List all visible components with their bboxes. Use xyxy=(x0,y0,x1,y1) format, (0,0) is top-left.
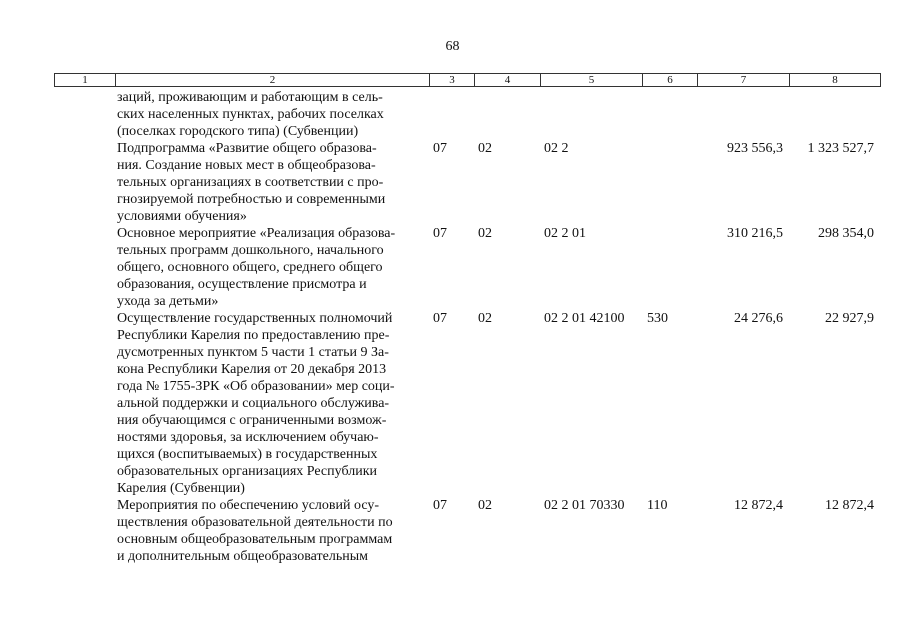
row-name-line: года № 1755-ЗРК «Об образовании» мер соци- xyxy=(117,379,395,394)
row-section: 07 xyxy=(433,311,447,326)
row-name-line: ских населенных пунктах, рабочих поселках xyxy=(117,107,384,122)
table-row xyxy=(0,89,905,140)
row-expense-type: 110 xyxy=(647,498,668,513)
table-row xyxy=(0,225,905,310)
column-header-row xyxy=(55,74,881,87)
row-name-line: кона Республики Карелия от 20 декабря 2013 xyxy=(117,362,387,377)
row-amount-1: 923 556,3 xyxy=(727,141,783,156)
row-name-line: ществления образовательной деятельности по xyxy=(117,515,393,530)
row-target-code: 02 2 01 70330 xyxy=(544,498,625,513)
row-name-line: альной поддержки и социального обслужива- xyxy=(117,396,390,411)
row-name xyxy=(117,310,429,497)
row-name xyxy=(117,89,429,140)
row-name-line: гнозируемой потребностью и современными xyxy=(117,192,386,207)
row-subsection: 02 xyxy=(478,226,492,241)
row-name-line: ния обучающимся с ограниченными возмож- xyxy=(117,413,387,428)
row-name-line: ухода за детьми» xyxy=(117,294,219,309)
column-header: 8 xyxy=(790,74,881,87)
row-name xyxy=(117,497,429,565)
row-section: 07 xyxy=(433,141,447,156)
row-name-line: тельных организациях в соответствии с про- xyxy=(117,175,384,190)
row-name-line: заций, проживающим и работающим в сель- xyxy=(117,90,383,105)
row-name xyxy=(117,140,429,225)
row-name-line: Подпрограмма «Развитие общего образова- xyxy=(117,141,377,156)
row-subsection: 02 xyxy=(478,141,492,156)
table-body xyxy=(0,89,905,565)
row-name-line: щихся (воспитываемых) в государственных xyxy=(117,447,378,462)
row-name-line: Карелия (Субвенции) xyxy=(117,481,245,496)
table-row xyxy=(0,140,905,225)
column-header: 2 xyxy=(116,74,430,87)
row-amount-2: 298 354,0 xyxy=(818,226,874,241)
row-subsection: 02 xyxy=(478,498,492,513)
row-name-line: основным общеобразовательным программам xyxy=(117,532,393,547)
row-name xyxy=(117,225,429,310)
row-name-line: Осуществление государственных полномочий xyxy=(117,311,393,326)
row-expense-type: 530 xyxy=(647,311,668,326)
row-target-code: 02 2 01 xyxy=(544,226,586,241)
row-name-line: общего, основного общего, среднего общего xyxy=(117,260,383,275)
row-name-line: Республики Карелия по предоставлению пре- xyxy=(117,328,390,343)
column-header: 6 xyxy=(643,74,698,87)
row-name-line: Мероприятия по обеспечению условий осу- xyxy=(117,498,380,513)
table-row xyxy=(0,497,905,565)
row-name-line: Основное мероприятие «Реализация образова- xyxy=(117,226,396,241)
column-header: 5 xyxy=(541,74,643,87)
row-name-line: дусмотренных пунктом 5 части 1 статьи 9 За- xyxy=(117,345,389,360)
column-header: 7 xyxy=(698,74,790,87)
page-number: 68 xyxy=(445,39,460,54)
row-target-code: 02 2 xyxy=(544,141,569,156)
table-row xyxy=(0,310,905,497)
row-name-line: тельных программ дошкольного, начального xyxy=(117,243,384,258)
column-header: 3 xyxy=(430,74,475,87)
row-target-code: 02 2 01 42100 xyxy=(544,311,625,326)
row-amount-2: 22 927,9 xyxy=(825,311,874,326)
row-section: 07 xyxy=(433,498,447,513)
row-name-line: ния. Создание новых мест в общеобразова- xyxy=(117,158,376,173)
row-name-line: образования, осуществление присмотра и xyxy=(117,277,367,292)
row-amount-1: 12 872,4 xyxy=(734,498,783,513)
row-amount-1: 24 276,6 xyxy=(734,311,783,326)
row-name-line: ностями здоровья, за исключением обучаю- xyxy=(117,430,379,445)
column-header-table xyxy=(54,73,881,87)
row-name-line: образовательных организациях Республики xyxy=(117,464,378,479)
row-name-line: условиями обучения» xyxy=(117,209,247,224)
row-name-line: и дополнительным общеобразовательным xyxy=(117,549,368,564)
row-section: 07 xyxy=(433,226,447,241)
row-amount-2: 12 872,4 xyxy=(825,498,874,513)
row-amount-1: 310 216,5 xyxy=(727,226,783,241)
row-amount-2: 1 323 527,7 xyxy=(807,141,874,156)
column-header: 4 xyxy=(475,74,541,87)
row-subsection: 02 xyxy=(478,311,492,326)
column-header: 1 xyxy=(55,74,116,87)
row-name-line: (поселках городского типа) (Субвенции) xyxy=(117,124,359,139)
